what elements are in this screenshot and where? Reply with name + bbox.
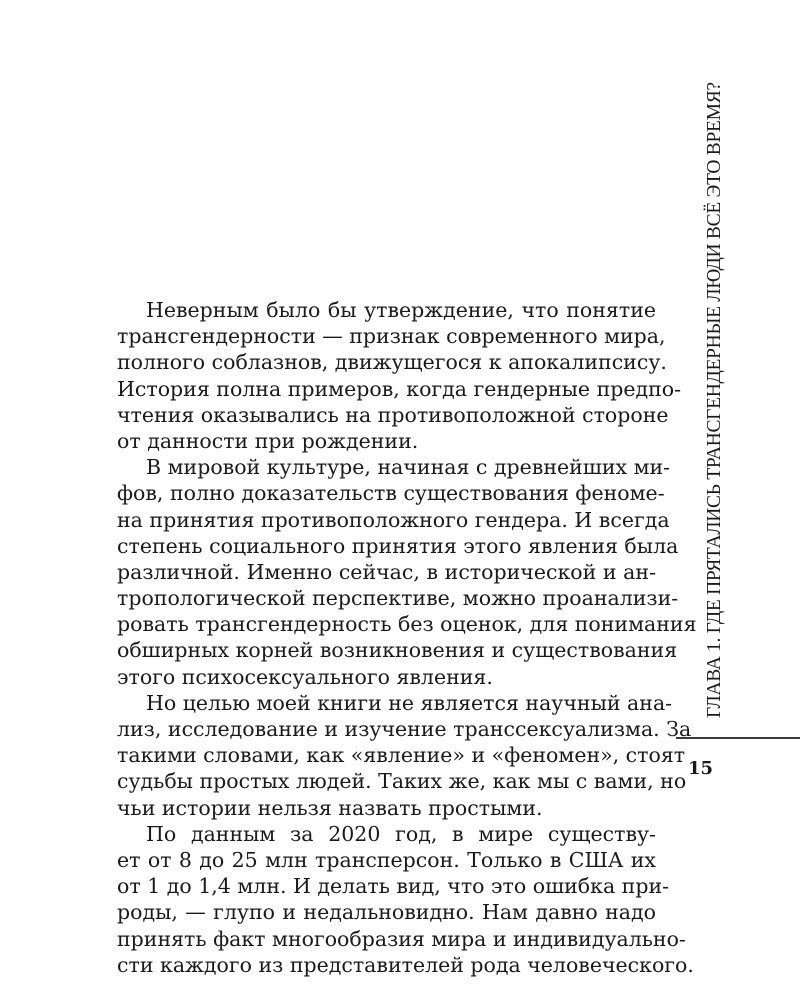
text-line: степень социального принятия этого явления была [117, 533, 679, 558]
page-number: 15 [688, 758, 714, 779]
text-line: судьбы простых людей. Таких же, как мы с вами, но [117, 769, 687, 794]
text-line: В мировой культуре, начиная с древнейших ми- [146, 455, 671, 480]
text-line: от 1 до 1,4 млн. И делать вид, что это ошибка при- [117, 874, 670, 899]
text-line: Но целью моей книги не является научный ана- [146, 690, 673, 715]
text-line: ет от 8 до 25 млн трансперсон. Только в США их [117, 847, 656, 872]
text-line: этого психосексуального явления. [117, 664, 493, 689]
running-head: ГЛАВА 1. ГДЕ ПРЯТАЛИСЬ ТРАНСГЕНДЕРНЫЕ ЛЮДИ ВСЁ ЭТО ВРЕМЯ? [704, 82, 725, 718]
body-text [117, 297, 697, 978]
text-line: на принятия противоположного гендера. И всегда [117, 507, 670, 532]
text-line: тропологической перспективе, можно проанализи- [117, 586, 679, 611]
text-line: По данным за 2020 год, в мире существу- [146, 821, 656, 846]
text-line: такими словами, как «явление» и «феномен», стоят [117, 743, 686, 768]
divider [676, 737, 800, 739]
text-line: чтения оказывались на противоположной стороне [117, 402, 669, 427]
text-line: История полна примеров, когда гендерные предпо- [117, 376, 682, 401]
text-line: сти каждого из представителей рода человеческого. [117, 952, 694, 977]
text-line: принять факт многообразия мира и индивидуально- [117, 926, 686, 951]
text-line: полного соблазнов, движущегося к апокалипсису. [117, 350, 667, 375]
text-line: роды, — глупо и недальновидно. Нам давно надо [117, 900, 656, 925]
text-line: обширных корней возникновения и существования [117, 638, 678, 663]
text-line: Неверным было бы утверждение, что понятие [146, 298, 656, 322]
text-line: чьи истории нельзя назвать простыми. [117, 795, 543, 820]
text-line: лиз, исследование и изучение транссексуализма. За [117, 717, 692, 741]
text-line: от данности при рождении. [117, 428, 419, 453]
text-line: трансгендерности — признак современного мира, [117, 324, 666, 349]
text-line: ровать трансгендерность без оценок, для понимания [117, 612, 697, 637]
text-line: фов, полно доказательств существования феноме- [117, 481, 665, 506]
text-line: различной. Именно сейчас, в исторической и ан- [117, 559, 656, 584]
